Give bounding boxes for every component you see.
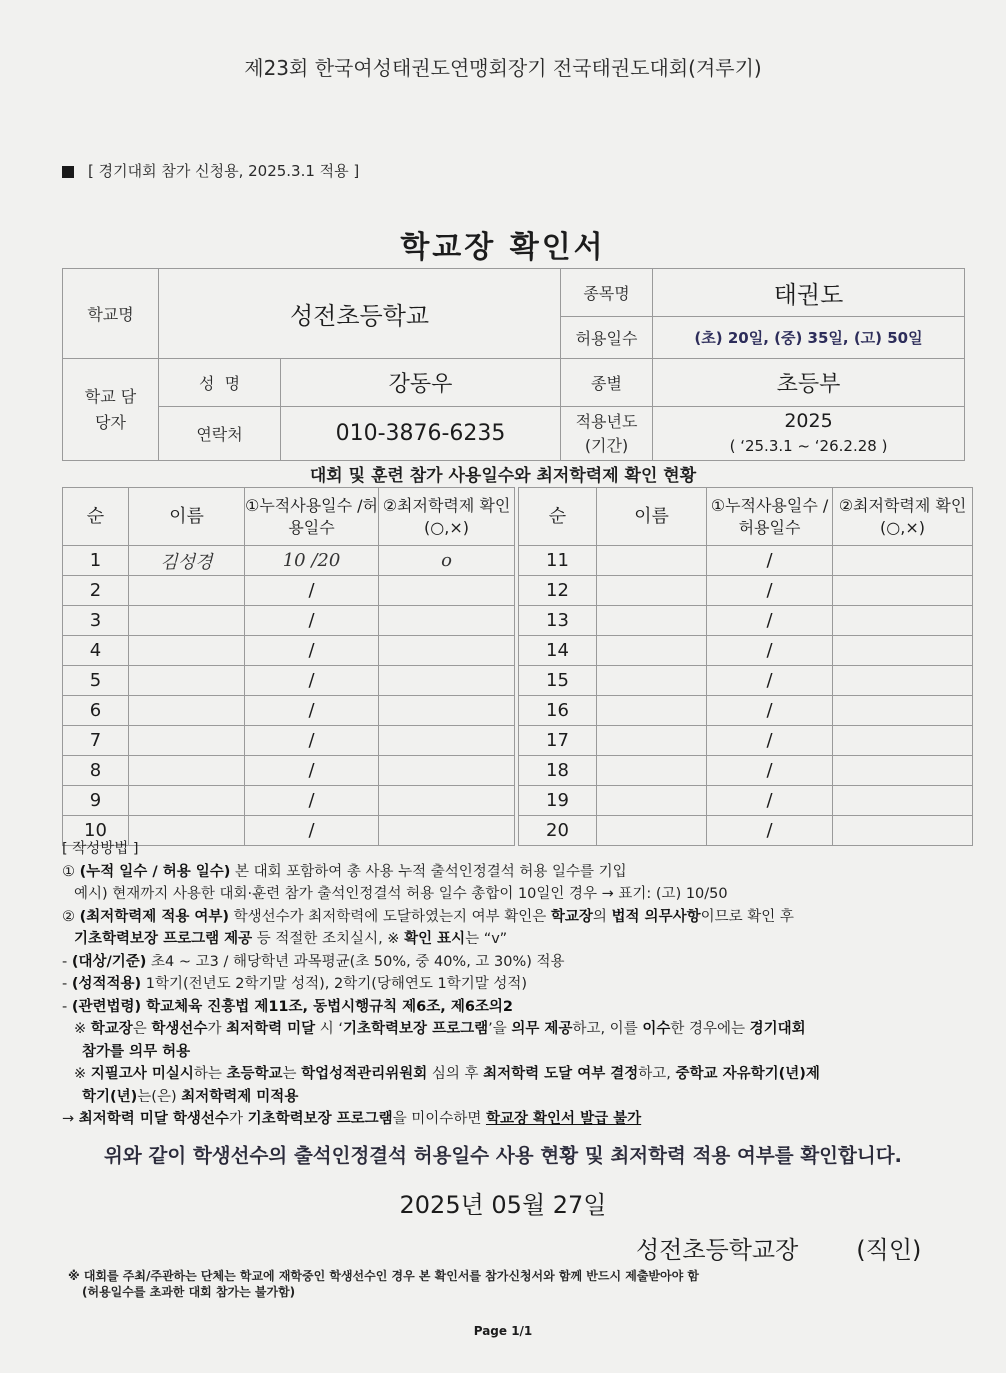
row-name	[129, 606, 245, 636]
method-line-1: ① (누적 일수 / 허용 일수) 본 대회 포함하여 총 사용 누적 출석인정결석 허용 일수를 기입	[62, 863, 627, 880]
row-name	[129, 636, 245, 666]
event-title: 제23회 한국여성태권도연맹회장기 전국태권도대회(겨루기)	[244, 56, 762, 80]
row-number: 8	[63, 756, 129, 786]
table-row	[63, 576, 515, 606]
square-bullet-icon	[62, 166, 74, 178]
roster-section-title: 대회 및 훈련 참가 사용일수와 최저학력제 확인 현황	[309, 466, 697, 486]
row-check	[833, 666, 973, 696]
roster-right-table	[518, 487, 973, 846]
row-check	[833, 546, 973, 576]
row-number: 14	[519, 636, 597, 666]
footer-note	[68, 1268, 699, 1300]
page-number: Page 1/1	[473, 1324, 533, 1338]
school-value: 성전초등학교	[159, 269, 561, 359]
row-check	[833, 726, 973, 756]
row-name	[597, 576, 707, 606]
roster-left-table	[62, 487, 515, 846]
row-check	[379, 786, 515, 816]
row-name	[129, 576, 245, 606]
row-days: /	[707, 726, 833, 756]
row-name	[129, 666, 245, 696]
usage-notice	[62, 160, 359, 181]
row-days: /	[707, 606, 833, 636]
row-name	[597, 696, 707, 726]
principal-name: 성전초등학교장	[636, 1236, 799, 1264]
row-check	[379, 696, 515, 726]
method-line-10: ※ 지필고사 미실시하는 초등학교는 학업성적관리위원회 심의 후 최저학력 도달 여부 결정하고, 중학교 자유학기(년)제	[74, 1066, 820, 1082]
method-line-4: 기초학력보장 프로그램 제공 등 적절한 조치실시, ※ 확인 표시는 “v”	[74, 931, 508, 947]
col-check-header: ②최저학력제 확인(○,×)	[379, 488, 515, 546]
col-name-header: 이름	[597, 488, 707, 546]
table-row	[63, 756, 515, 786]
row-check	[379, 636, 515, 666]
row-check	[379, 726, 515, 756]
table-row	[63, 786, 515, 816]
row-days: /	[245, 786, 379, 816]
contact-value: 010-3876-6235	[281, 407, 561, 461]
row-name	[597, 636, 707, 666]
row-name	[597, 786, 707, 816]
table-row	[519, 786, 973, 816]
name-label: 성 명	[159, 359, 281, 407]
row-check	[833, 756, 973, 786]
row-name	[129, 726, 245, 756]
row-name	[597, 666, 707, 696]
row-check	[379, 576, 515, 606]
row-days: /	[707, 816, 833, 846]
row-days: /	[245, 636, 379, 666]
method-line-7: - (관련법령) 학교체육 진흥법 제11조, 동법시행규칙 제6조, 제6조의2	[62, 998, 514, 1015]
col-check-header: ②최저학력제 확인(○,×)	[833, 488, 973, 546]
method-line-6: - (성적적용) 1학기(전년도 2학기말 성적), 2학기(당해연도 1학기말 성적)	[62, 976, 528, 992]
row-days: /	[707, 786, 833, 816]
method-line-5: - (대상/기준) 초4 ~ 고3 / 해당학년 과목평균(초 50%, 중 40%, 고 30%) 적용	[62, 953, 565, 970]
row-days: 10 /20	[245, 546, 379, 576]
row-number: 17	[519, 726, 597, 756]
row-check	[833, 786, 973, 816]
table-row	[63, 636, 515, 666]
row-number: 3	[63, 606, 129, 636]
row-check: o	[379, 546, 515, 576]
table-row	[519, 696, 973, 726]
row-name	[129, 786, 245, 816]
seal-label: (직인)	[856, 1236, 922, 1264]
table-row	[519, 756, 973, 786]
table-row	[63, 726, 515, 756]
table-row	[519, 666, 973, 696]
row-name: 김성경	[129, 546, 245, 576]
row-days: /	[245, 726, 379, 756]
document-title: 학교장 확인서	[400, 230, 606, 265]
row-number: 15	[519, 666, 597, 696]
row-days: /	[245, 606, 379, 636]
event-value: 태권도	[653, 269, 965, 317]
issue-date: 2025년 05월 27일	[399, 1191, 607, 1219]
col-name-header: 이름	[129, 488, 245, 546]
writing-method	[62, 838, 982, 1131]
allow-label: 허용일수	[561, 317, 653, 359]
row-days: /	[245, 816, 379, 846]
year-period: ( ‘25.3.1 ~ ‘26.2.28 )	[729, 437, 888, 455]
col-days-header: ①누적사용일수 /허용일수	[245, 488, 379, 546]
division-label: 종별	[561, 359, 653, 407]
col-no-header: 순	[63, 488, 129, 546]
row-number: 11	[519, 546, 597, 576]
notice-text: [ 경기대회 참가 신청용, 2025.3.1 적용 ]	[88, 162, 360, 180]
col-no-header: 순	[519, 488, 597, 546]
year-cell	[653, 407, 965, 461]
row-number: 10	[63, 816, 129, 846]
method-line-9: 참가를 의무 허용	[82, 1043, 191, 1060]
row-number: 2	[63, 576, 129, 606]
row-days: /	[707, 546, 833, 576]
row-number: 7	[63, 726, 129, 756]
row-number: 5	[63, 666, 129, 696]
row-check	[833, 636, 973, 666]
row-number: 6	[63, 696, 129, 726]
row-check	[833, 606, 973, 636]
col-days-header: ①누적사용일수 /허용일수	[707, 488, 833, 546]
method-line-8: ※ 학교장은 학생선수가 최저학력 미달 시 ‘기초학력보장 프로그램’을 의무 제공하고, 이를 이수한 경우에는 경기대회	[74, 1021, 806, 1037]
row-name	[597, 756, 707, 786]
method-line-3: ② (최저학력제 적용 여부) 학생선수가 최저학력에 도달하였는지 여부 확인은 학교장의 법적 의무사항이므로 확인 후	[62, 908, 794, 925]
table-row	[63, 666, 515, 696]
row-number: 1	[63, 546, 129, 576]
row-check	[379, 756, 515, 786]
method-line-2: 예시) 현재까지 사용한 대회·훈련 참가 출석인정결석 허용 일수 총합이 10일인 경우 → 표기: (고) 10/50	[74, 886, 728, 902]
row-check	[379, 606, 515, 636]
school-label: 학교명	[63, 269, 159, 359]
method-heading: [ 작성방법 ]	[62, 841, 139, 857]
row-number: 4	[63, 636, 129, 666]
table-row	[63, 606, 515, 636]
row-days: /	[707, 576, 833, 606]
contact-label: 연락처	[159, 407, 281, 461]
table-row	[63, 696, 515, 726]
row-days: /	[707, 636, 833, 666]
row-check	[379, 666, 515, 696]
table-row	[519, 726, 973, 756]
year-label: 적용년도 (기간)	[561, 407, 653, 461]
row-name	[129, 756, 245, 786]
method-line-12: → 최저학력 미달 학생선수가 기초학력보장 프로그램을 미이수하면 학교장 확인서 발급 불가	[62, 1111, 642, 1127]
table-row	[519, 576, 973, 606]
row-days: /	[245, 696, 379, 726]
row-check	[833, 576, 973, 606]
event-label: 종목명	[561, 269, 653, 317]
footer-note-1: ※ 대회를 주최/주관하는 단체는 학교에 재학중인 학생선수인 경우 본 확인서를 참가신청서와 함께 반드시 제출받아야 함	[68, 1269, 699, 1283]
row-number: 9	[63, 786, 129, 816]
row-days: /	[245, 576, 379, 606]
row-days: /	[245, 756, 379, 786]
row-check	[833, 696, 973, 726]
table-row	[519, 606, 973, 636]
row-number: 20	[519, 816, 597, 846]
row-number: 18	[519, 756, 597, 786]
row-number: 12	[519, 576, 597, 606]
manager-label: 학교 담당자	[63, 359, 159, 461]
allow-value: (초) 20일, (중) 35일, (고) 50일	[653, 317, 965, 359]
row-name	[597, 546, 707, 576]
footer-note-2: (허용일수를 초과한 대회 참가는 불가함)	[82, 1285, 296, 1299]
confirmation-statement: 위와 같이 학생선수의 출석인정결석 허용일수 사용 현황 및 최저학력 적용 여부를 확인합니다.	[104, 1144, 902, 1167]
row-number: 13	[519, 606, 597, 636]
row-number: 16	[519, 696, 597, 726]
table-row	[519, 636, 973, 666]
row-name	[129, 696, 245, 726]
division-value: 초등부	[653, 359, 965, 407]
row-days: /	[707, 756, 833, 786]
row-days: /	[707, 696, 833, 726]
row-name	[597, 606, 707, 636]
info-table	[62, 268, 965, 461]
table-row	[63, 546, 515, 576]
row-name	[597, 726, 707, 756]
row-number: 19	[519, 786, 597, 816]
principal-signature	[636, 1230, 921, 1265]
row-days: /	[707, 666, 833, 696]
year-value: 2025	[784, 410, 833, 432]
table-row	[519, 546, 973, 576]
name-value: 강동우	[281, 359, 561, 407]
method-line-11: 학기(년)는(은) 최저학력제 미적용	[82, 1088, 299, 1105]
row-days: /	[245, 666, 379, 696]
